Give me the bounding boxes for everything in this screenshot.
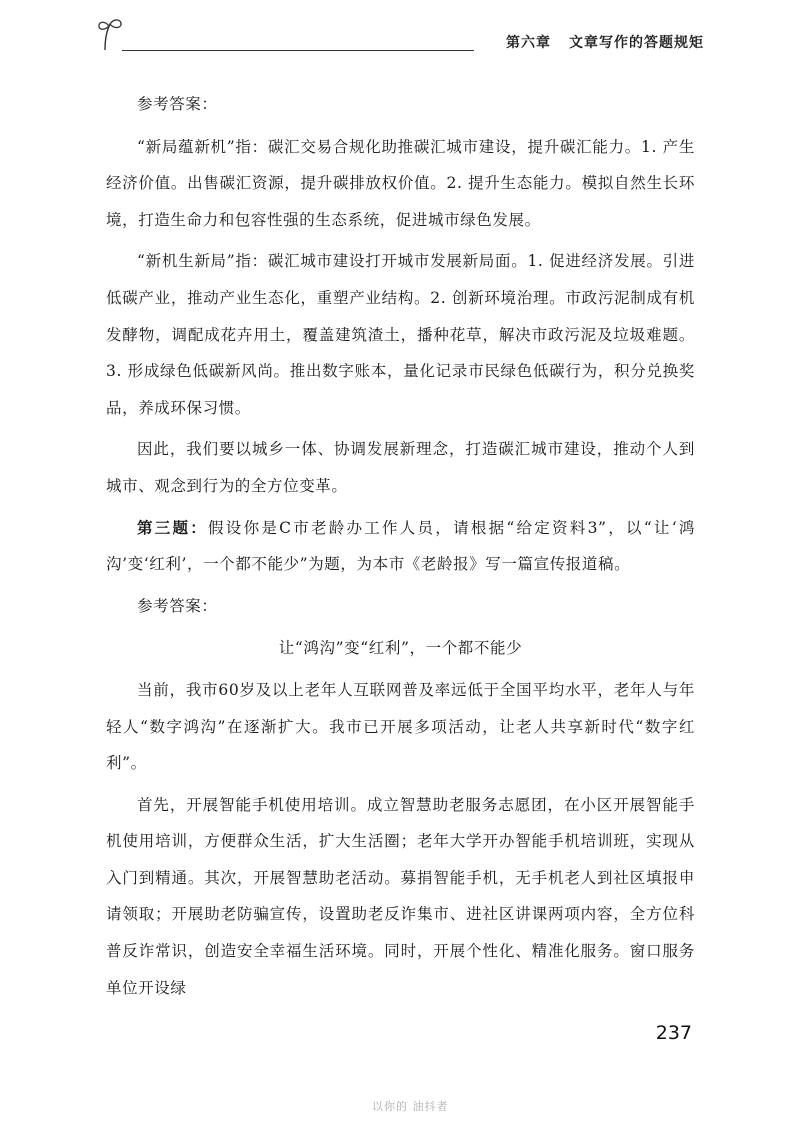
page-number: 237 [655, 1022, 692, 1044]
article-title: 让“鸿沟”变“红利”，一个都不能少 [278, 639, 523, 658]
paragraph: “新机生新局”指：碳汇城市建设打开城市发展新局面。1. 促进经济发展。引进低碳产业，推动产业生态化，重塑产业结构。2. 创新环境治理。市政污泥制成有机发酵物，调配成花卉用土，覆盖建筑渣土，播种花草，解决市政污泥及垃圾难题。3. 形成绿色低碳新风尚。推出数字账本，量化记录市民绿色低碳行为，积分兑换奖品，养成环保习惯。 [106, 252, 695, 417]
page-header [96, 14, 704, 54]
chapter-title: 文章写作的答题规矩 [569, 35, 704, 51]
answer-label: 参考答案： [137, 95, 218, 113]
header-rule [122, 50, 474, 51]
chapter-heading [506, 32, 704, 52]
chapter-number: 第六章 [506, 35, 551, 51]
paragraph: 因此，我们要以城乡一体、协调发展新理念，打造碳汇城市建设，推动个人到城市、观念到行为的全方位变革。 [106, 440, 695, 495]
quote-lead: “新局蕴新机” [137, 137, 236, 156]
answer-label: 参考答案： [137, 596, 218, 615]
paragraph: 首先，开展智能手机使用培训。成立智慧助老服务志愿团，在小区开展智能手机使用培训，方便群众生活，扩大生活圈；老年大学开办智能手机培训班，实现从入门到精通。其次，开展智慧助老活动。募捐智能手机，无手机老人到社区填报申请领取；开展助老防骗宣传，设置助老反诈集市、进社区讲课两项内容，全方位科普反诈常识，创造安全幸福生活环境。同时，开展个性化、精准化服务。窗口服务单位开设绿 [106, 795, 695, 997]
question-paragraph: 第三题：假设你是C市老龄办工作人员，请根据“给定资料3”，以“让‘鸿沟’变‘红利’，一个都不能少”为题，为本市《老龄报》写一篇宣传报道稿。 [106, 517, 695, 574]
question-label: 第三题： [137, 517, 209, 537]
paragraph: 当前，我市60岁及以上老年人互联网普及率远低于全国平均水平，老年人与年轻人“数字鸿沟”在逐渐扩大。我市已开展多项活动，让老人共享新时代“数字红利”。 [106, 680, 695, 773]
page-body [106, 86, 695, 1011]
footer-stamp: 以你的 油抖者 [372, 1100, 449, 1113]
sprout-icon [96, 16, 126, 52]
quote-lead: “新机生新局” [137, 252, 236, 271]
paragraph: “新局蕴新机”指：碳汇交易合规化助推碳汇城市建设，提升碳汇能力。1. 产生经济价值。出售碳汇资源，提升碳排放权价值。2. 提升生态能力。模拟自然生长环境，打造生命力和包容性强的生态系统，促进城市绿色发展。 [106, 137, 695, 229]
